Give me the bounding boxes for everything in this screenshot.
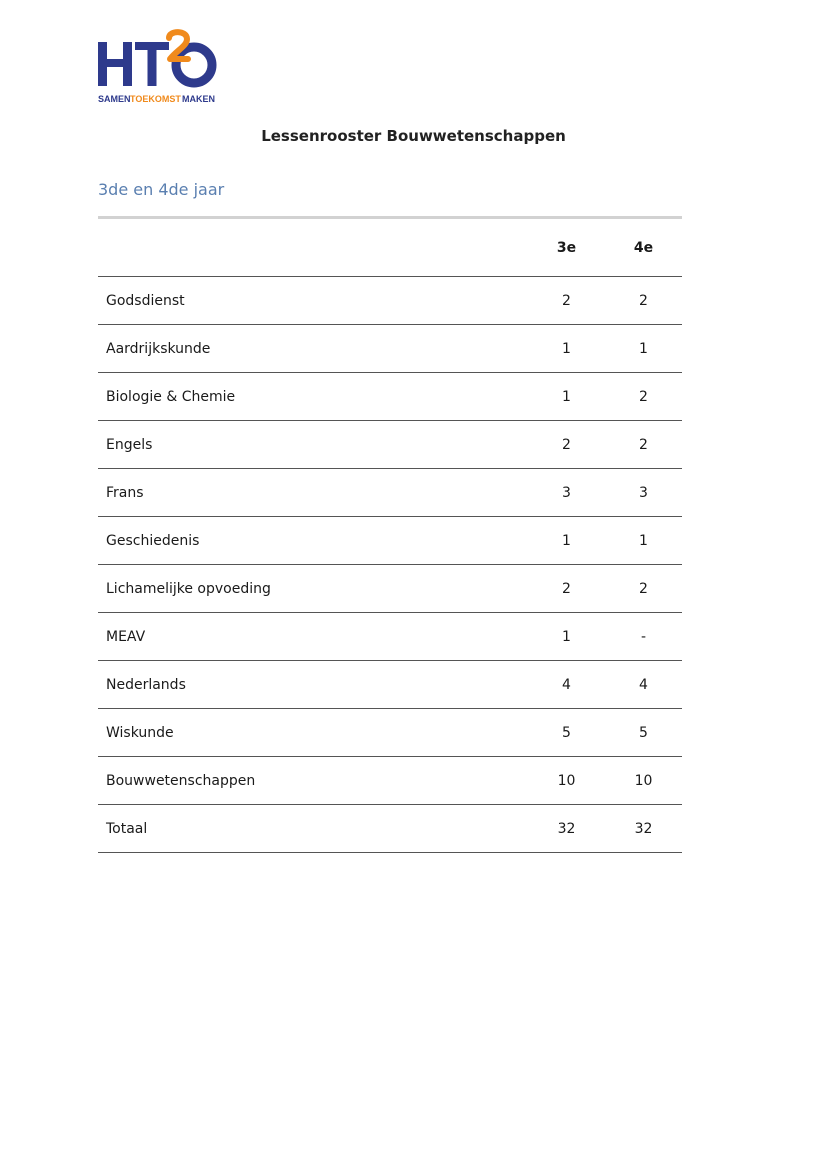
year3-hours-cell: 1 — [562, 388, 571, 405]
table-row — [98, 373, 682, 421]
ht2o-logo-graphic — [97, 28, 227, 106]
table-row — [98, 325, 682, 373]
year3-hours-cell: 2 — [562, 580, 571, 597]
year3-hours-cell: 1 — [562, 628, 571, 645]
document-title: Lessenrooster Bouwwetenschappen — [261, 127, 566, 145]
table-row — [98, 277, 682, 325]
subject-cell: Biologie & Chemie — [106, 388, 236, 405]
table-row — [98, 757, 682, 805]
year3-hours-cell: 1 — [562, 532, 571, 549]
year4-hours-cell: - — [640, 628, 647, 645]
subject-cell: Totaal — [106, 820, 148, 837]
subject-cell: Geschiedenis — [106, 532, 200, 549]
year3-hours-cell: 10 — [557, 772, 576, 789]
table-row — [98, 421, 682, 469]
subject-cell: Aardrijkskunde — [106, 340, 211, 357]
subject-cell: Lichamelijke opvoeding — [106, 580, 271, 597]
tagline-part2: TOEKOMST — [130, 94, 181, 104]
subject-cell: Bouwwetenschappen — [106, 772, 256, 789]
subject-cell: Godsdienst — [106, 292, 185, 309]
year3-hours-cell: 2 — [562, 436, 571, 453]
year4-hours-cell: 1 — [639, 340, 648, 357]
year4-hours-cell: 4 — [639, 676, 648, 693]
year4-hours-cell: 1 — [639, 532, 648, 549]
year3-hours-cell: 4 — [562, 676, 571, 693]
table-header-row — [98, 219, 682, 277]
tagline-part3: MAKEN — [182, 94, 215, 104]
table-row — [98, 709, 682, 757]
header-year3: 3e — [556, 239, 577, 256]
year4-hours-cell: 2 — [639, 388, 648, 405]
header-year4: 4e — [633, 239, 654, 256]
table-row — [98, 565, 682, 613]
subject-cell: Wiskunde — [106, 724, 174, 741]
year4-hours-cell: 3 — [639, 484, 648, 501]
table-row — [98, 517, 682, 565]
year3-hours-cell: 5 — [562, 724, 571, 741]
year4-hours-cell: 10 — [634, 772, 653, 789]
year4-hours-cell: 2 — [639, 436, 648, 453]
year4-hours-cell: 2 — [639, 292, 648, 309]
year3-hours-cell: 32 — [557, 820, 576, 837]
table-body — [98, 277, 682, 853]
subject-cell: Nederlands — [106, 676, 186, 693]
timetable — [98, 216, 682, 853]
ht2o-logo — [97, 28, 227, 106]
year4-hours-cell: 5 — [639, 724, 648, 741]
table-row — [98, 661, 682, 709]
section-heading: 3de en 4de jaar — [98, 180, 225, 199]
table-row — [98, 805, 682, 853]
subject-cell: MEAV — [106, 628, 146, 645]
table-row — [98, 613, 682, 661]
year4-hours-cell: 2 — [639, 580, 648, 597]
subject-cell: Engels — [106, 436, 153, 453]
year3-hours-cell: 3 — [562, 484, 571, 501]
year3-hours-cell: 2 — [562, 292, 571, 309]
tagline-part1: SAMEN — [98, 94, 131, 104]
year3-hours-cell: 1 — [562, 340, 571, 357]
table-row — [98, 469, 682, 517]
subject-cell: Frans — [106, 484, 144, 501]
year4-hours-cell: 32 — [634, 820, 653, 837]
